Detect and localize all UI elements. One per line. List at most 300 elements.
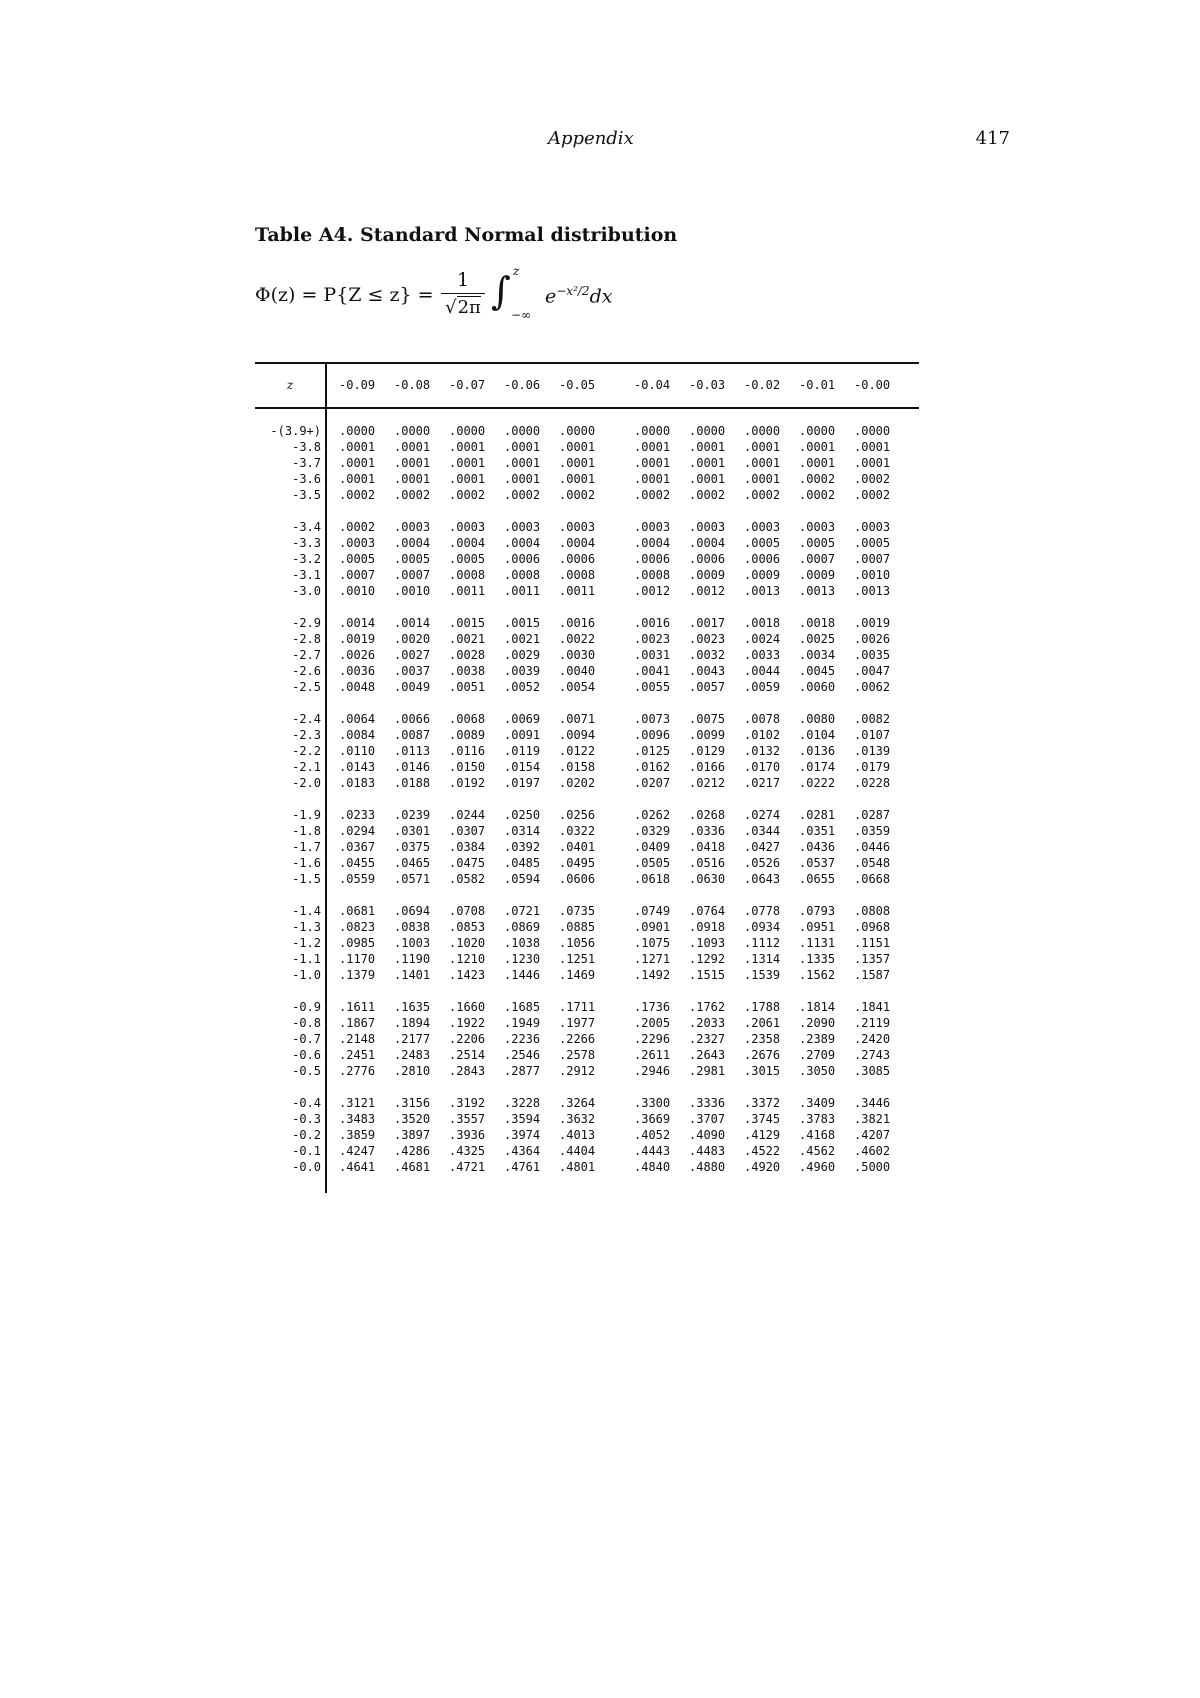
probability-cell: .4602 <box>854 1144 891 1158</box>
integral-sign: ∫ <box>491 269 511 313</box>
probability-cell: .0052 <box>504 680 541 694</box>
probability-cell: .0000 <box>339 424 376 438</box>
table-row <box>255 583 919 599</box>
z-value: -2.9 <box>292 616 321 630</box>
probability-cell: .1446 <box>504 968 541 982</box>
probability-cell: .0001 <box>394 472 431 486</box>
probability-cell: .0537 <box>799 856 836 870</box>
probability-cell: .0000 <box>689 424 726 438</box>
probability-cell: .0080 <box>799 712 836 726</box>
probability-cell: .0036 <box>339 664 376 678</box>
z-value: -0.1 <box>292 1144 321 1158</box>
probability-cell: .0001 <box>854 456 891 470</box>
probability-cell: .0244 <box>449 808 486 822</box>
probability-cell: .0018 <box>744 616 781 630</box>
probability-cell: .1314 <box>744 952 781 966</box>
z-value: -2.8 <box>292 632 321 646</box>
column-header: -0.08 <box>394 378 431 392</box>
formula-fraction <box>441 268 485 321</box>
table-row <box>255 439 919 455</box>
z-value: -3.4 <box>292 520 321 534</box>
probability-cell: .4207 <box>854 1128 891 1142</box>
z-value: -0.6 <box>292 1048 321 1062</box>
z-value: -0.3 <box>292 1112 321 1126</box>
column-header: -0.01 <box>799 378 836 392</box>
table-row <box>255 999 919 1015</box>
probability-cell: .0122 <box>559 744 596 758</box>
probability-cell: .0003 <box>449 520 486 534</box>
probability-cell: .0019 <box>854 616 891 630</box>
probability-cell: .1190 <box>394 952 431 966</box>
probability-cell: .0005 <box>394 552 431 566</box>
probability-cell: .4522 <box>744 1144 781 1158</box>
probability-cell: .1131 <box>799 936 836 950</box>
probability-cell: .1949 <box>504 1016 541 1030</box>
column-header: -0.04 <box>634 378 671 392</box>
probability-cell: .0091 <box>504 728 541 742</box>
probability-cell: .0192 <box>449 776 486 790</box>
probability-cell: .0015 <box>449 616 486 630</box>
formula-lhs: Φ(z) = P{Z ≤ z} = <box>255 284 434 306</box>
probability-cell: .0129 <box>689 744 726 758</box>
probability-cell: .0004 <box>504 536 541 550</box>
z-value: -1.1 <box>292 952 321 966</box>
probability-cell: .0003 <box>689 520 726 534</box>
probability-cell: .2033 <box>689 1016 726 1030</box>
probability-cell: .4364 <box>504 1144 541 1158</box>
probability-cell: .0409 <box>634 840 671 854</box>
probability-cell: .3192 <box>449 1096 486 1110</box>
z-value: -3.2 <box>292 552 321 566</box>
probability-cell: .0655 <box>799 872 836 886</box>
z-value: -1.0 <box>292 968 321 982</box>
probability-cell: .3050 <box>799 1064 836 1078</box>
probability-cell: .0012 <box>689 584 726 598</box>
probability-cell: .0281 <box>799 808 836 822</box>
probability-cell: .1151 <box>854 936 891 950</box>
probability-cell: .1271 <box>634 952 671 966</box>
probability-cell: .2946 <box>634 1064 671 1078</box>
probability-cell: .0021 <box>504 632 541 646</box>
probability-cell: .4286 <box>394 1144 431 1158</box>
z-value: -2.3 <box>292 728 321 742</box>
probability-cell: .2611 <box>634 1048 671 1062</box>
integrand <box>545 284 612 307</box>
probability-cell: .0024 <box>744 632 781 646</box>
table-row <box>255 759 919 775</box>
probability-cell: .0041 <box>634 664 671 678</box>
probability-cell: .0139 <box>854 744 891 758</box>
cdf-formula <box>255 264 675 328</box>
probability-cell: .3821 <box>854 1112 891 1126</box>
probability-cell: .0336 <box>689 824 726 838</box>
probability-cell: .0005 <box>339 552 376 566</box>
probability-cell: .1210 <box>449 952 486 966</box>
formula-numerator: 1 <box>456 269 470 291</box>
probability-cell: .1003 <box>394 936 431 950</box>
probability-cell: .0901 <box>634 920 671 934</box>
table-row <box>255 455 919 471</box>
probability-cell: .0116 <box>449 744 486 758</box>
probability-cell: .4247 <box>339 1144 376 1158</box>
probability-cell: .0008 <box>559 568 596 582</box>
probability-cell: .0132 <box>744 744 781 758</box>
table-row <box>255 1063 919 1079</box>
probability-cell: .0000 <box>854 424 891 438</box>
probability-cell: .1867 <box>339 1016 376 1030</box>
probability-cell: .0007 <box>394 568 431 582</box>
z-value: -1.8 <box>292 824 321 838</box>
probability-cell: .4960 <box>799 1160 836 1174</box>
probability-cell: .0222 <box>799 776 836 790</box>
z-value: -0.7 <box>292 1032 321 1046</box>
probability-cell: .4325 <box>449 1144 486 1158</box>
probability-cell: .0001 <box>634 456 671 470</box>
probability-cell: .0012 <box>634 584 671 598</box>
z-value: -0.0 <box>292 1160 321 1174</box>
probability-cell: .3015 <box>744 1064 781 1078</box>
probability-cell: .0000 <box>634 424 671 438</box>
probability-cell: .0023 <box>634 632 671 646</box>
probability-cell: .0001 <box>339 456 376 470</box>
probability-cell: .3121 <box>339 1096 376 1110</box>
z-value: -2.2 <box>292 744 321 758</box>
probability-cell: .0044 <box>744 664 781 678</box>
probability-cell: .0068 <box>449 712 486 726</box>
probability-cell: .0078 <box>744 712 781 726</box>
probability-cell: .1379 <box>339 968 376 982</box>
table-row <box>255 1159 919 1175</box>
probability-cell: .1335 <box>799 952 836 966</box>
probability-cell: .0004 <box>689 536 726 550</box>
probability-cell: .2327 <box>689 1032 726 1046</box>
probability-cell: .0000 <box>559 424 596 438</box>
probability-cell: .0197 <box>504 776 541 790</box>
probability-cell: .0001 <box>504 456 541 470</box>
probability-cell: .0099 <box>689 728 726 742</box>
probability-cell: .3372 <box>744 1096 781 1110</box>
probability-cell: .0001 <box>559 456 596 470</box>
table-row <box>255 855 919 871</box>
table-row <box>255 567 919 583</box>
probability-cell: .0559 <box>339 872 376 886</box>
probability-cell: .0351 <box>799 824 836 838</box>
probability-cell: .0002 <box>449 488 486 502</box>
normal-distribution-table <box>255 362 919 1193</box>
probability-cell: .0495 <box>559 856 596 870</box>
probability-cell: .4090 <box>689 1128 726 1142</box>
probability-cell: .0002 <box>339 520 376 534</box>
z-value: -1.4 <box>292 904 321 918</box>
table-header <box>255 362 919 409</box>
probability-cell: .4168 <box>799 1128 836 1142</box>
probability-cell: .1977 <box>559 1016 596 1030</box>
probability-cell: .1423 <box>449 968 486 982</box>
probability-cell: .0721 <box>504 904 541 918</box>
probability-cell: .0125 <box>634 744 671 758</box>
probability-cell: .0010 <box>339 584 376 598</box>
probability-cell: .0571 <box>394 872 431 886</box>
probability-cell: .0007 <box>339 568 376 582</box>
table-title: Table A4. Standard Normal distribution <box>255 224 678 246</box>
probability-cell: .0174 <box>799 760 836 774</box>
probability-cell: .0217 <box>744 776 781 790</box>
probability-cell: .0073 <box>634 712 671 726</box>
probability-cell: .4721 <box>449 1160 486 1174</box>
probability-cell: .0934 <box>744 920 781 934</box>
probability-cell: .0022 <box>559 632 596 646</box>
z-value: -0.2 <box>292 1128 321 1142</box>
probability-cell: .0808 <box>854 904 891 918</box>
probability-cell: .1762 <box>689 1000 726 1014</box>
probability-cell: .0023 <box>689 632 726 646</box>
probability-cell: .0158 <box>559 760 596 774</box>
probability-cell: .0465 <box>394 856 431 870</box>
probability-cell: .0314 <box>504 824 541 838</box>
probability-cell: .4404 <box>559 1144 596 1158</box>
probability-cell: .0188 <box>394 776 431 790</box>
probability-cell: .0054 <box>559 680 596 694</box>
probability-cell: .0002 <box>799 488 836 502</box>
probability-cell: .0043 <box>689 664 726 678</box>
probability-cell: .4880 <box>689 1160 726 1174</box>
probability-cell: .3520 <box>394 1112 431 1126</box>
z-column-header: z <box>286 378 294 392</box>
z-value: -1.7 <box>292 840 321 854</box>
probability-cell: .0006 <box>744 552 781 566</box>
probability-cell: .3707 <box>689 1112 726 1126</box>
probability-cell: .0307 <box>449 824 486 838</box>
probability-cell: .0250 <box>504 808 541 822</box>
probability-cell: .0007 <box>799 552 836 566</box>
probability-cell: .0239 <box>394 808 431 822</box>
probability-cell: .0749 <box>634 904 671 918</box>
table-row <box>255 743 919 759</box>
probability-cell: .0778 <box>744 904 781 918</box>
probability-cell: .0006 <box>559 552 596 566</box>
probability-cell: .3859 <box>339 1128 376 1142</box>
probability-cell: .0006 <box>634 552 671 566</box>
probability-cell: .1515 <box>689 968 726 982</box>
probability-cell: .0107 <box>854 728 891 742</box>
z-value: -(3.9+) <box>270 424 321 438</box>
probability-cell: .0301 <box>394 824 431 838</box>
probability-cell: .0918 <box>689 920 726 934</box>
probability-cell: .0008 <box>504 568 541 582</box>
probability-cell: .0001 <box>394 440 431 454</box>
probability-cell: .0000 <box>744 424 781 438</box>
probability-cell: .0005 <box>854 536 891 550</box>
probability-cell: .0066 <box>394 712 431 726</box>
probability-cell: .0146 <box>394 760 431 774</box>
probability-cell: .0401 <box>559 840 596 854</box>
probability-cell: .3557 <box>449 1112 486 1126</box>
probability-cell: .0049 <box>394 680 431 694</box>
probability-cell: .4129 <box>744 1128 781 1142</box>
probability-cell: .2061 <box>744 1016 781 1030</box>
probability-cell: .0011 <box>559 584 596 598</box>
probability-cell: .0119 <box>504 744 541 758</box>
integrand-exponent: −x²/2 <box>556 284 590 298</box>
probability-cell: .0002 <box>854 488 891 502</box>
probability-cell: .0001 <box>449 472 486 486</box>
probability-cell: .0003 <box>559 520 596 534</box>
table-row <box>255 663 919 679</box>
probability-cell: .0014 <box>394 616 431 630</box>
probability-cell: .0262 <box>634 808 671 822</box>
probability-cell: .0002 <box>744 488 781 502</box>
probability-cell: .0017 <box>689 616 726 630</box>
probability-cell: .0047 <box>854 664 891 678</box>
probability-cell: .0104 <box>799 728 836 742</box>
probability-cell: .0233 <box>339 808 376 822</box>
probability-cell: .3446 <box>854 1096 891 1110</box>
table-row <box>255 903 919 919</box>
probability-cell: .3085 <box>854 1064 891 1078</box>
z-value: -3.5 <box>292 488 321 502</box>
probability-cell: .0038 <box>449 664 486 678</box>
probability-cell: .0143 <box>339 760 376 774</box>
table-row <box>255 551 919 567</box>
probability-cell: .0035 <box>854 648 891 662</box>
probability-cell: .0367 <box>339 840 376 854</box>
table-row <box>255 1143 919 1159</box>
probability-cell: .0793 <box>799 904 836 918</box>
table-row <box>255 807 919 823</box>
table-row <box>255 727 919 743</box>
probability-cell: .0011 <box>449 584 486 598</box>
probability-cell: .2148 <box>339 1032 376 1046</box>
probability-cell: .0582 <box>449 872 486 886</box>
table-body <box>255 409 919 1193</box>
probability-cell: .0031 <box>634 648 671 662</box>
probability-cell: .0618 <box>634 872 671 886</box>
z-value: -3.7 <box>292 456 321 470</box>
z-value: -2.0 <box>292 776 321 790</box>
probability-cell: .0548 <box>854 856 891 870</box>
probability-cell: .0287 <box>854 808 891 822</box>
probability-cell: .2420 <box>854 1032 891 1046</box>
table-row <box>255 519 919 535</box>
integral <box>491 264 551 328</box>
probability-cell: .0853 <box>449 920 486 934</box>
z-value: -1.9 <box>292 808 321 822</box>
probability-cell: .4641 <box>339 1160 376 1174</box>
probability-cell: .1038 <box>504 936 541 950</box>
probability-cell: .0375 <box>394 840 431 854</box>
probability-cell: .0000 <box>394 424 431 438</box>
probability-cell: .0039 <box>504 664 541 678</box>
probability-cell: .1711 <box>559 1000 596 1014</box>
probability-cell: .0008 <box>449 568 486 582</box>
table-row <box>255 1015 919 1031</box>
probability-cell: .0015 <box>504 616 541 630</box>
probability-cell: .0033 <box>744 648 781 662</box>
probability-cell: .3669 <box>634 1112 671 1126</box>
probability-cell: .0003 <box>634 520 671 534</box>
probability-cell: .0002 <box>394 488 431 502</box>
probability-cell: .0009 <box>799 568 836 582</box>
probability-cell: .0643 <box>744 872 781 886</box>
probability-cell: .0329 <box>634 824 671 838</box>
probability-cell: .0001 <box>634 440 671 454</box>
probability-cell: .2514 <box>449 1048 486 1062</box>
probability-cell: .0003 <box>744 520 781 534</box>
probability-cell: .3264 <box>559 1096 596 1110</box>
probability-cell: .1075 <box>634 936 671 950</box>
probability-cell: .3336 <box>689 1096 726 1110</box>
probability-cell: .0013 <box>799 584 836 598</box>
z-value: -2.4 <box>292 712 321 726</box>
probability-cell: .2451 <box>339 1048 376 1062</box>
probability-cell: .0004 <box>394 536 431 550</box>
probability-cell: .1401 <box>394 968 431 982</box>
probability-cell: .2266 <box>559 1032 596 1046</box>
z-value: -2.7 <box>292 648 321 662</box>
table-row <box>255 711 919 727</box>
probability-cell: .0002 <box>504 488 541 502</box>
probability-cell: .3745 <box>744 1112 781 1126</box>
probability-cell: .0764 <box>689 904 726 918</box>
probability-cell: .0002 <box>634 488 671 502</box>
table-row <box>255 823 919 839</box>
probability-cell: .0268 <box>689 808 726 822</box>
probability-cell: .2643 <box>689 1048 726 1062</box>
probability-cell: .0004 <box>559 536 596 550</box>
probability-cell: .0274 <box>744 808 781 822</box>
table-row <box>255 1031 919 1047</box>
probability-cell: .4013 <box>559 1128 596 1142</box>
probability-cell: .1894 <box>394 1016 431 1030</box>
probability-cell: .4681 <box>394 1160 431 1174</box>
probability-cell: .0668 <box>854 872 891 886</box>
column-header: -0.05 <box>559 378 596 392</box>
table-row <box>255 615 919 631</box>
probability-cell: .0838 <box>394 920 431 934</box>
probability-cell: .1357 <box>854 952 891 966</box>
probability-cell: .4483 <box>689 1144 726 1158</box>
probability-cell: .0985 <box>339 936 376 950</box>
column-header: -0.02 <box>744 378 781 392</box>
table-vertical-rule <box>325 364 327 407</box>
probability-cell: .0011 <box>504 584 541 598</box>
probability-cell: .0968 <box>854 920 891 934</box>
probability-cell: .0013 <box>854 584 891 598</box>
probability-cell: .0179 <box>854 760 891 774</box>
probability-cell: .0150 <box>449 760 486 774</box>
probability-cell: .0016 <box>559 616 596 630</box>
probability-cell: .1230 <box>504 952 541 966</box>
probability-cell: .0505 <box>634 856 671 870</box>
table-row <box>255 1047 919 1063</box>
probability-cell: .0019 <box>339 632 376 646</box>
probability-cell: .0075 <box>689 712 726 726</box>
z-value: -2.5 <box>292 680 321 694</box>
probability-cell: .0170 <box>744 760 781 774</box>
table-row <box>255 919 919 935</box>
probability-cell: .0136 <box>799 744 836 758</box>
probability-cell: .0823 <box>339 920 376 934</box>
probability-cell: .3228 <box>504 1096 541 1110</box>
probability-cell: .2236 <box>504 1032 541 1046</box>
probability-cell: .0735 <box>559 904 596 918</box>
probability-cell: .0001 <box>449 440 486 454</box>
probability-cell: .0030 <box>559 648 596 662</box>
probability-cell: .3974 <box>504 1128 541 1142</box>
probability-cell: .3594 <box>504 1112 541 1126</box>
probability-cell: .1635 <box>394 1000 431 1014</box>
probability-cell: .1056 <box>559 936 596 950</box>
